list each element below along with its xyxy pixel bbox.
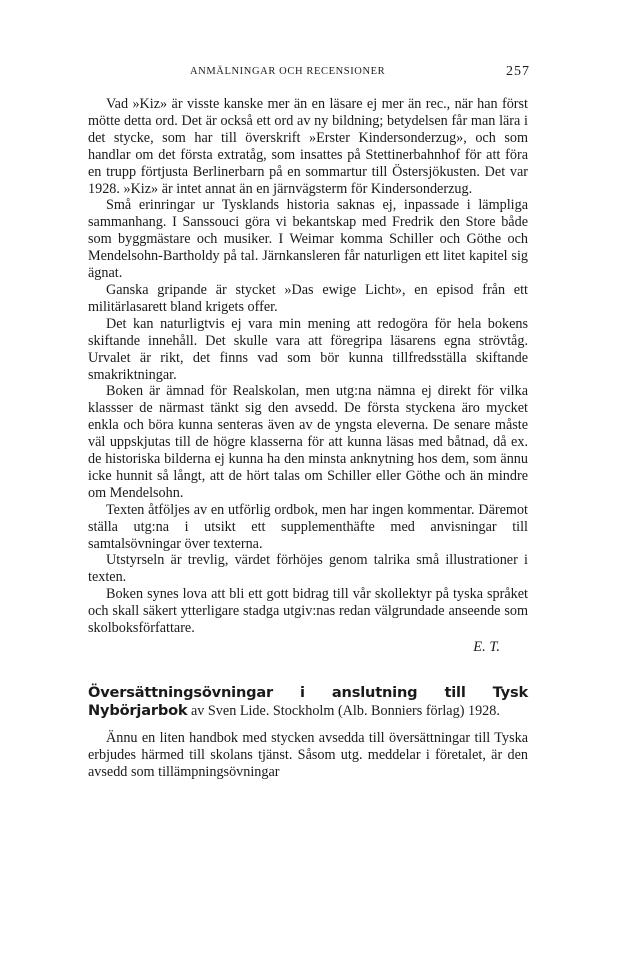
paragraph: Boken är ämnad för Realskolan, men utg:na nämna ej direkt för vilka klassser de närmast tänkt sig den avsedd. De första styckena äro mycket enkla och böra kunna senteras även av de yngsta eleverna. De senare måste väl uppskjutas till de högre klasserna för att kunna läsas med båtnad, då ex. de historiska bilderna ej kunna ha den minsta anknytning hos dem, som ännu icke hunnit så långt, att de hört talas om Schiller eller Göthe och än mindre om Mendelsohn. <box>88 383 528 501</box>
second-review-body <box>88 730 528 781</box>
paragraph: Det kan naturligtvis ej vara min mening att redogöra för hela bokens skiftande innehåll. Det skulle vara att föregripa läsarens egna strövtåg. Urvalet är rikt, det finns vad som bör kunna tillfredsställa skiftande smakriktningar. <box>88 315 528 383</box>
book-page <box>88 62 528 781</box>
paragraph: Boken synes lova att bli ett gott bidrag till vår skollektyr på tyska språket och skall säkert ytterligare stadga utgiv:nas redan välgrundade anseende som skolboksförfattare. <box>88 586 528 637</box>
paragraph: Texten åtföljes av en utförlig ordbok, men har ingen kommentar. Däremot ställa utg:na i utsikt ett supplementhäfte med anvisningar till samtalsövningar över texterna. <box>88 501 528 552</box>
paragraph: Ganska gripande är stycket »Das ewige Licht», en episod från ett militärlasarett bland krigets offer. <box>88 281 528 315</box>
paragraph: Vad »Kiz» är visste kanske mer än en läsare ej mer än rec., när han först mötte detta ord. Det är också ett ord av ny bildning; betydelsen får man lära i det stycke, som har till överskrift »Erster Kindersonderzug», och som handlar om det första extratåg, som insattes på Stettinerbahnhof för att föra en trupp förtjusta Berlinerbarn på en sommartur till Östersjökusten. Det var 1928. »Kiz» är intet annat än en järnvägsterm för Kindersonderzug. <box>88 96 528 197</box>
paragraph: Ännu en liten handbok med stycken avsedda till översättningar till Tyska erbjudes härmed till skolans tjänst. Såsom utg. meddelar i företalet, är den avsedd som tillämpningsövningar <box>88 729 528 780</box>
paragraph: Små erinringar ur Tysklands historia saknas ej, inpassade i lämpliga sammanhang. I Sanssouci göra vi bekantskap med Fredrik den Store både som byggmästare och musiker. I Weimar komma Schiller och Göthe och Mendelsohn-Bartholdy på tal. Järnkansleren får naturligen ett litet kapitel sig ägnat. <box>88 197 528 282</box>
review-publication-info: av Sven Lide. Stockholm (Alb. Bonniers förlag) 1928. <box>187 702 500 719</box>
review-body <box>88 96 528 656</box>
review-title: Översättningsövningar i anslutning till Tysk Nybörjarbok <box>88 683 528 719</box>
paragraph: Utstyrseln är trevlig, värdet förhöjes genom talrika små illustrationer i texten. <box>88 552 528 586</box>
reviewer-signature: E. T. <box>473 639 500 655</box>
running-title: ANMÄLNINGAR OCH RECENSIONER <box>190 66 386 77</box>
page-number: 257 <box>506 64 530 79</box>
running-header <box>88 62 528 86</box>
review-heading <box>88 684 528 720</box>
